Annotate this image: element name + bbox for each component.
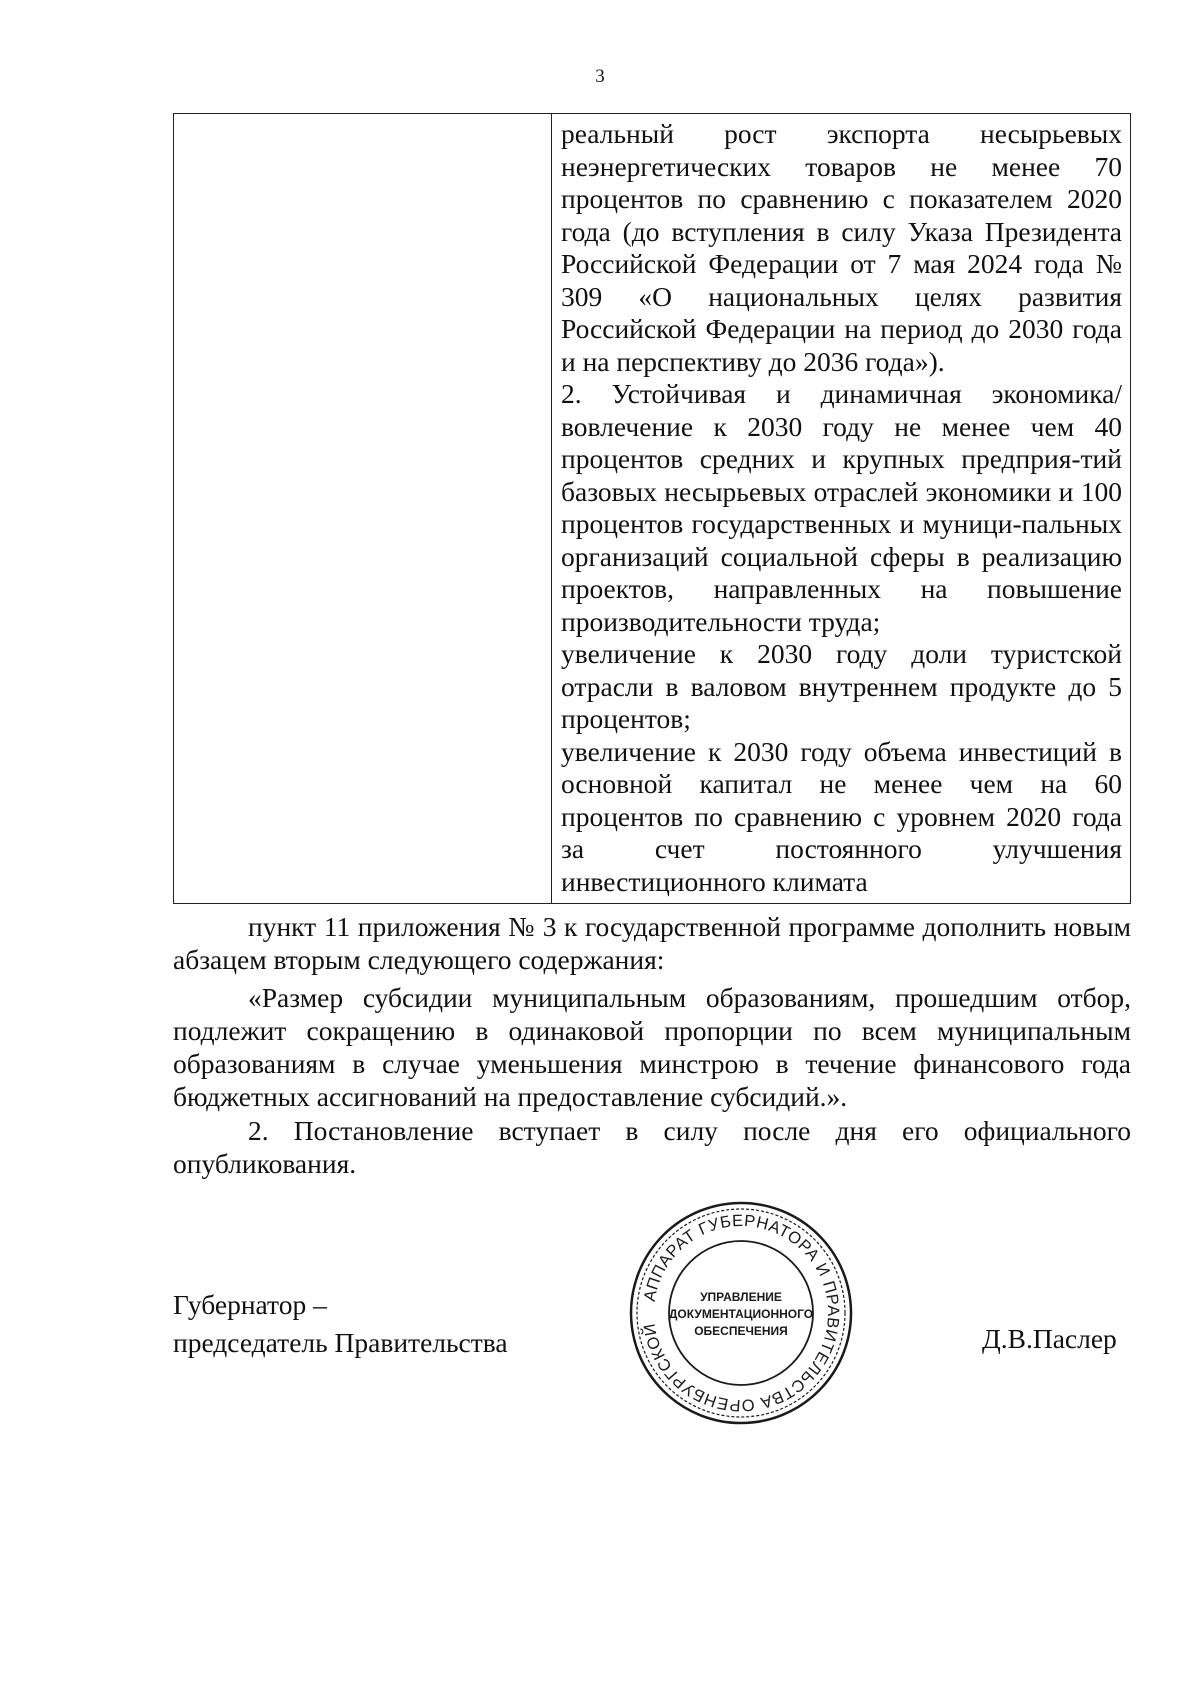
stamp-ring-text: АППАРАТ ГУБЕРНАТОРА И ПРАВИТЕЛЬСТВА ОРЕНБУРГСКОЙ — [640, 1211, 843, 1415]
table-text-investment-growth: увеличение к 2030 году объема инвестиций в основной капитал не менее чем на 60 процентов по сравнению с уровнем 2020 года за счет постоянного улучшения инвестиционного климата — [561, 735, 1122, 897]
signatory-title-line-1: Губернатор – — [173, 1289, 327, 1320]
amendment-text: пункт 11 приложения № 3 к государственной программе дополнить новым абзацем вторым следующего содержания: — [173, 911, 1131, 975]
quoted-paragraph — [173, 981, 1131, 1113]
signatory-name: Д.В.Паслер — [982, 1323, 1117, 1354]
table-left-cell — [174, 114, 552, 903]
effective-date-paragraph — [173, 1114, 1131, 1180]
stamp-seal-graphic — [628, 1200, 854, 1426]
table-text-tourism-share: увеличение к 2030 году доли туристской отрасли в валовом внутреннем продукте до 5 процентов; — [561, 638, 1122, 734]
quoted-text: «Размер субсидии муниципальным образованиям, прошедшим отбор, подлежит сокращению в одинаковой пропорции по всем муниципальным образованиям в случае уменьшения минстрою в течение финансового года бюджетных ассигнований на предоставление субсидий.». — [173, 982, 1131, 1112]
signatory-title — [173, 1286, 508, 1362]
table-text-sustainable-economy: 2. Устойчивая и динамичная экономика/ вовлечение к 2030 году не менее чем 40 процентов средних и крупных предприя-тий базовых несырьевых отраслей экономики и 100 процентов государственных и муници-пальных организаций социальной сферы в реализацию проектов, направленных на повышение производительности труда; — [561, 378, 1122, 637]
effective-date-text: 2. Постановление вступает в силу после дня его официального опубликования. — [173, 1115, 1131, 1179]
measures-table — [173, 113, 1131, 904]
signatory-title-line-2: председатель Правительства — [173, 1327, 508, 1358]
stamp-center-line-3: ОБЕСПЕЧЕНИЯ — [694, 1324, 788, 1338]
amendment-paragraph — [173, 910, 1131, 976]
table-right-cell — [552, 114, 1130, 903]
page-number: 3 — [595, 66, 605, 87]
stamp-center-line-1: УПРАВЛЕНИЕ — [700, 1290, 782, 1304]
stamp-center-line-2: ДОКУМЕНТАЦИОННОГО — [668, 1307, 814, 1321]
official-stamp — [628, 1200, 854, 1426]
table-text-export-growth: реальный рост экспорта несырьевых неэнергетических товаров не менее 70 процентов по сравнению с показателем 2020 года (до вступления в силу Указа Президента Российской Федерации от 7 мая 2024 года № 309 «О национальных целях развития Российской Федерации на период до 2030 года и на перспективу до 2036 года»). — [561, 118, 1122, 377]
